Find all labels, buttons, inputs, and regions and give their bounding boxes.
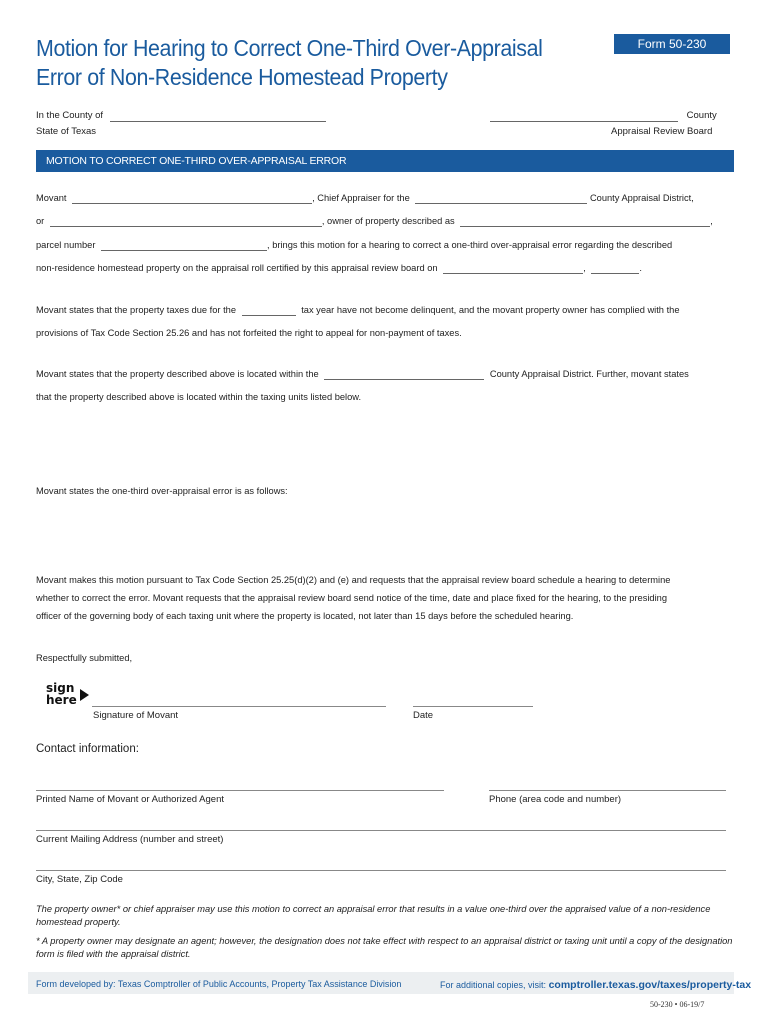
title-line-2: Error of Non-Residence Homestead Property	[36, 64, 448, 90]
printed-name-label: Printed Name of Movant or Authorized Agent	[36, 794, 224, 805]
movant-name-field[interactable]	[72, 203, 312, 204]
taxes-text-1: Movant states that the property taxes due for the	[36, 305, 236, 315]
form-number-badge: Form 50-230	[614, 34, 730, 54]
parcel-text: , brings this motion for a hearing to correct a one-third over-appraisal error regarding the described	[267, 240, 673, 250]
cad-name-field[interactable]	[415, 203, 587, 204]
state-label: State of Texas	[36, 126, 97, 137]
located-text-1: Movant states that the property described above is located within the	[36, 369, 319, 379]
pursuant-line-2: whether to correct the error. Movant requests that the appraisal review board send notice of the time, date and place fixed for the hearing, to the presiding	[36, 593, 668, 603]
property-description-field[interactable]	[460, 226, 710, 227]
roll-date-field[interactable]	[443, 273, 583, 274]
here-word: here	[46, 693, 77, 707]
county-name-field[interactable]	[110, 121, 326, 122]
date-field[interactable]	[413, 706, 533, 707]
arb-county-field[interactable]	[490, 121, 678, 122]
roll-year-field[interactable]	[591, 273, 639, 274]
owner-name-field[interactable]	[50, 226, 322, 227]
sign-here-arrow-icon	[80, 689, 89, 701]
contact-heading: Contact information:	[36, 743, 139, 755]
tax-year-field[interactable]	[242, 315, 296, 316]
error-text: Movant states the one-third over-appraisal error is as follows:	[36, 486, 288, 496]
parcel-row	[36, 239, 672, 251]
owner-row	[36, 215, 713, 227]
located-text-3: that the property described above is located within the taxing units listed below.	[36, 392, 362, 402]
city-state-zip-label: City, State, Zip Code	[36, 874, 123, 885]
copies-label: For additional copies, visit:	[440, 980, 547, 990]
comptroller-link[interactable]: comptroller.texas.gov/taxes/property-tax	[548, 979, 752, 991]
chief-appraiser-text: , Chief Appraiser for the	[312, 193, 410, 203]
taxes-text-3: provisions of Tax Code Section 25.26 and has not forfeited the right to appeal for non-payment of taxes.	[36, 328, 462, 338]
developed-by-text: Form developed by: Texas Comptroller of Public Accounts, Property Tax Assistance Division	[36, 979, 402, 989]
parcel-label: parcel number	[36, 240, 96, 250]
pursuant-line-3: officer of the governing body of each taxing unit where the property is located, not later than 15 days before the scheduled hearing.	[36, 611, 574, 621]
movant-label: Movant	[36, 193, 67, 203]
in-county-row	[36, 110, 326, 122]
phone-field[interactable]	[489, 790, 726, 791]
phone-label: Phone (area code and number)	[489, 794, 622, 805]
additional-copies	[440, 979, 751, 991]
roll-date-separator: ,	[583, 263, 586, 273]
date-label: Date	[413, 710, 434, 721]
error-description-area[interactable]	[36, 500, 734, 566]
section-heading: MOTION TO CORRECT ONE-THIRD OVER-APPRAISAL ERROR	[36, 150, 734, 172]
or-label: or	[36, 216, 45, 226]
owner-row-comma: ,	[710, 216, 713, 226]
cad-text: County Appraisal District,	[589, 193, 694, 203]
located-cad-field[interactable]	[324, 379, 484, 380]
respectfully-text: Respectfully submitted,	[36, 653, 133, 663]
arb-label: Appraisal Review Board	[611, 126, 713, 137]
taxes-text-2: tax year have not become delinquent, and the movant property owner has complied with the	[301, 305, 680, 315]
roll-row	[36, 262, 642, 274]
county-arb-row	[490, 110, 717, 122]
located-row-1	[36, 368, 689, 380]
revision-code: 50-230 • 06-19/7	[650, 1000, 705, 1009]
roll-period: .	[639, 263, 642, 273]
county-label: County	[686, 110, 717, 121]
taxing-units-area[interactable]	[36, 405, 734, 477]
city-state-zip-field[interactable]	[36, 870, 726, 871]
owner-text: , owner of property described as	[321, 216, 455, 226]
signature-field[interactable]	[92, 706, 386, 707]
parcel-number-field[interactable]	[101, 250, 267, 251]
sign-word: sign	[46, 681, 75, 695]
pursuant-line-1: Movant makes this motion pursuant to Tax Code Section 25.25(d)(2) and (e) and requests that the appraisal review board schedule a hearing to determine	[36, 575, 671, 585]
located-text-2: County Appraisal District. Further, movant states	[489, 369, 689, 379]
form-title	[36, 34, 557, 92]
owner-note: The property owner* or chief appraiser may use this motion to correct an appraisal error that results in a value one-third over the appraised value of a non-residence homestead property.	[36, 904, 711, 927]
printed-name-field[interactable]	[36, 790, 444, 791]
roll-text: non-residence homestead property on the appraisal roll certified by this appraisal review board on	[36, 263, 438, 273]
title-line-1: Motion for Hearing to Correct One-Third Over-Appraisal	[36, 35, 543, 61]
mailing-address-label: Current Mailing Address (number and street)	[36, 834, 224, 845]
movant-row	[36, 192, 694, 204]
signature-label: Signature of Movant	[93, 710, 179, 721]
taxes-row-1	[36, 304, 680, 316]
agent-note: * A property owner may designate an agent; however, the designation does not take effect with respect to an appraisal district or taxing unit until a copy of the designation form is filed with the appraisal district.	[36, 936, 733, 959]
in-county-label: In the County of	[36, 110, 104, 121]
mailing-address-field[interactable]	[36, 830, 726, 831]
